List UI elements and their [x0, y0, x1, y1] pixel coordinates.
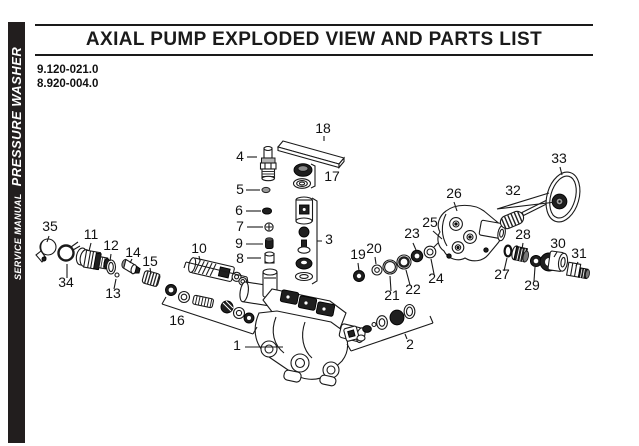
part-2-unloader-kit	[343, 305, 414, 342]
callout-14: 14	[125, 244, 141, 260]
callout-16: 16	[169, 312, 185, 328]
part-24-washer	[424, 243, 438, 258]
callout-34: 34	[58, 274, 74, 290]
callout-4: 4	[236, 148, 244, 164]
part-8-sleeve	[265, 252, 274, 263]
part-3-valve-stack	[296, 197, 313, 281]
sidebar-large-label: PRESSURE WASHER	[9, 46, 24, 187]
callout-22: 22	[405, 281, 421, 297]
part-19-ring	[354, 271, 365, 282]
part-31-plug-fitting	[567, 262, 591, 279]
part-28-fitting	[511, 245, 530, 262]
part-9-plug	[266, 238, 274, 249]
callout-8: 8	[236, 250, 244, 266]
part-18-plate	[278, 141, 344, 168]
callout-21: 21	[384, 287, 400, 303]
callout-26: 26	[446, 185, 462, 201]
part-5-pin	[262, 187, 270, 192]
leader-20	[375, 257, 376, 264]
callout-9: 9	[235, 235, 243, 251]
callout-25: 25	[422, 214, 438, 230]
callout-5: 5	[236, 181, 244, 197]
part-35-cap	[36, 239, 56, 262]
leader-23	[413, 243, 416, 250]
part-22-bearing	[397, 255, 411, 269]
part-26-bearing-housing	[438, 205, 507, 260]
callout-3: 3	[325, 231, 333, 247]
part-4-barb-fitting	[261, 147, 277, 181]
part-12-ring	[107, 260, 116, 274]
part-13-bead	[115, 273, 119, 277]
part-23-ring	[411, 250, 423, 262]
model-number-1: 9.120-021.0	[37, 64, 99, 76]
callout-7: 7	[236, 218, 244, 234]
callout-15: 15	[142, 253, 158, 269]
callout-35: 35	[42, 218, 58, 234]
callout-31: 31	[571, 245, 587, 261]
callout-33: 33	[551, 150, 567, 166]
part-30-coupling	[540, 251, 569, 272]
leader-19	[358, 263, 359, 271]
sidebar-small-label: SERVICE MANUAL	[13, 193, 23, 280]
callout-1: 1	[233, 337, 241, 353]
leader-11	[89, 243, 91, 251]
callout-12: 12	[103, 237, 119, 253]
part-6-ball	[262, 208, 271, 214]
callout-24: 24	[428, 270, 444, 286]
callout-27: 27	[494, 266, 510, 282]
part-27-o-ring	[505, 246, 512, 257]
callout-23: 23	[404, 225, 420, 241]
bracket-3	[312, 198, 322, 284]
callout-10: 10	[191, 240, 207, 256]
page-title: AXIAL PUMP EXPLODED VIEW AND PARTS LIST	[85, 29, 543, 50]
callout-30: 30	[550, 235, 566, 251]
part-7-screw	[265, 223, 273, 231]
callout-18: 18	[315, 120, 331, 136]
callout-13: 13	[105, 285, 121, 301]
callout-11: 11	[83, 226, 99, 242]
callout-6: 6	[235, 202, 243, 218]
callout-2: 2	[406, 336, 414, 352]
model-number-2: 8.920-004.0	[37, 78, 99, 90]
part-21-ring	[383, 260, 397, 274]
callout-32: 32	[505, 182, 521, 198]
callout-19: 19	[350, 246, 366, 262]
callout-28: 28	[515, 226, 531, 242]
callout-17: 17	[324, 168, 340, 184]
callout-29: 29	[524, 277, 540, 293]
callout-20: 20	[366, 240, 382, 256]
part-20-ring	[372, 265, 382, 275]
part-33-swash-disc	[541, 168, 586, 226]
part-17-nut-and-washer	[294, 164, 313, 189]
